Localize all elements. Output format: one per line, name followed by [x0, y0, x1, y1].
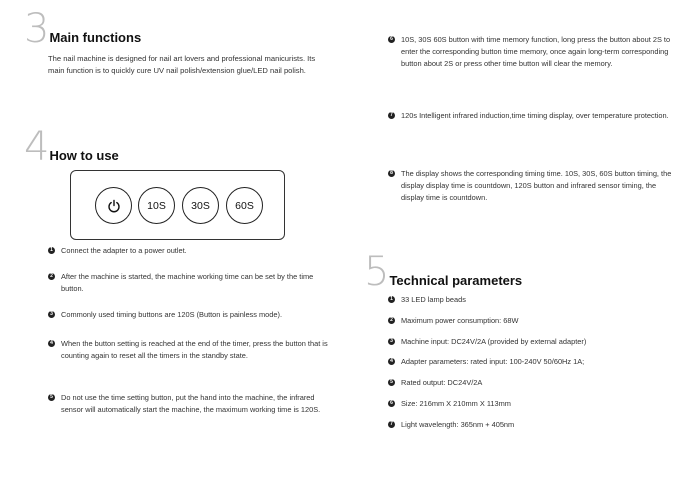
bullet-number: 1: [388, 296, 395, 303]
list-item-text: Rated output: DC24V/2A: [401, 378, 483, 387]
control-panel-illustration: [70, 170, 285, 240]
list-item: [388, 398, 678, 410]
list-item-text: 33 LED lamp beads: [401, 295, 466, 304]
section-title: How to use: [49, 148, 119, 163]
list-item-text: Do not use the time setting button, put the hand into the machine, the infrared sensor will automatically start the machine, the maximum working time is 120S.: [61, 393, 321, 414]
list-item-text: 120s Intelligent infrared induction,time timing display, over temperature protection.: [401, 111, 669, 120]
list-item: [388, 419, 678, 431]
bullet-number: 1: [48, 247, 55, 254]
list-item: [388, 110, 678, 122]
list-item-text: 10S, 30S 60S button with time memory function, long press the button about 2S to enter the corresponding button time memory, once again long-term corresponding button about 2S or press other time button will clear the memory.: [401, 35, 671, 68]
section-number: 5: [364, 249, 388, 295]
list-item-text: Size: 216mm X 210mm X 113mm: [401, 399, 511, 408]
list-item: [48, 245, 333, 257]
bullet-number: 7: [388, 421, 395, 428]
list-item: [48, 271, 333, 295]
section-title: Technical parameters: [389, 273, 523, 288]
button-30s-illustration: 30S: [182, 187, 219, 224]
bullet-number: 6: [388, 36, 395, 43]
section-4-heading: [24, 124, 119, 170]
list-item-text: Maximum power consumption: 68W: [401, 316, 519, 325]
main-functions-text: The nail machine is designed for nail art lovers and professional manicurists. Its main function is to quickly cure UV nail polish/extension glue/LED nail polish.: [48, 54, 316, 75]
button-60s-illustration: 60S: [226, 187, 263, 224]
list-item: [388, 377, 678, 389]
power-button-illustration: [95, 187, 132, 224]
list-item: [48, 309, 333, 321]
list-item-text: Connect the adapter to a power outlet.: [61, 246, 187, 255]
list-item: [388, 336, 678, 348]
bullet-number: 2: [388, 317, 395, 324]
section-3-heading: [24, 6, 142, 52]
section-title: Main functions: [49, 30, 142, 45]
power-icon: [107, 199, 121, 213]
bullet-number: 3: [388, 338, 395, 345]
list-item: [48, 392, 333, 416]
list-item: [388, 356, 678, 368]
bullet-number: 4: [388, 358, 395, 365]
bullet-number: 5: [48, 394, 55, 401]
list-item-text: Commonly used timing buttons are 120S (Button is painless mode).: [61, 310, 283, 319]
bullet-number: 3: [48, 311, 55, 318]
bullet-number: 6: [388, 400, 395, 407]
list-item-text: Machine input: DC24V/2A (provided by external adapter): [401, 337, 587, 346]
list-item: [388, 315, 678, 327]
bullet-number: 7: [388, 112, 395, 119]
list-item: [388, 168, 678, 204]
section-number: 3: [24, 6, 48, 52]
section-5-heading: [364, 249, 523, 295]
list-item-text: After the machine is started, the machine working time can be set by the time button.: [61, 272, 314, 293]
button-10s-illustration: 10S: [138, 187, 175, 224]
list-item: [48, 338, 333, 362]
list-item-text: Adapter parameters: rated input: 100-240V 50/60Hz 1A;: [401, 357, 585, 366]
right-page: [350, 0, 700, 490]
section-number: 4: [24, 124, 48, 170]
list-item-text: When the button setting is reached at the end of the timer, press the button that is counting again to reset all the timers in the standby state.: [61, 339, 328, 360]
list-item-text: Light wavelength: 365nm + 405nm: [401, 420, 515, 429]
bullet-number: 5: [388, 379, 395, 386]
bullet-number: 4: [48, 340, 55, 347]
list-item-text: The display shows the corresponding timing time. 10S, 30S, 60S button timing, the display display time is countdown, 120S button and infrared sensor timing, the display time is countdown.: [401, 169, 672, 202]
list-item: [388, 34, 678, 70]
list-item: [388, 294, 678, 306]
bullet-number: 2: [48, 273, 55, 280]
bullet-number: 8: [388, 170, 395, 177]
